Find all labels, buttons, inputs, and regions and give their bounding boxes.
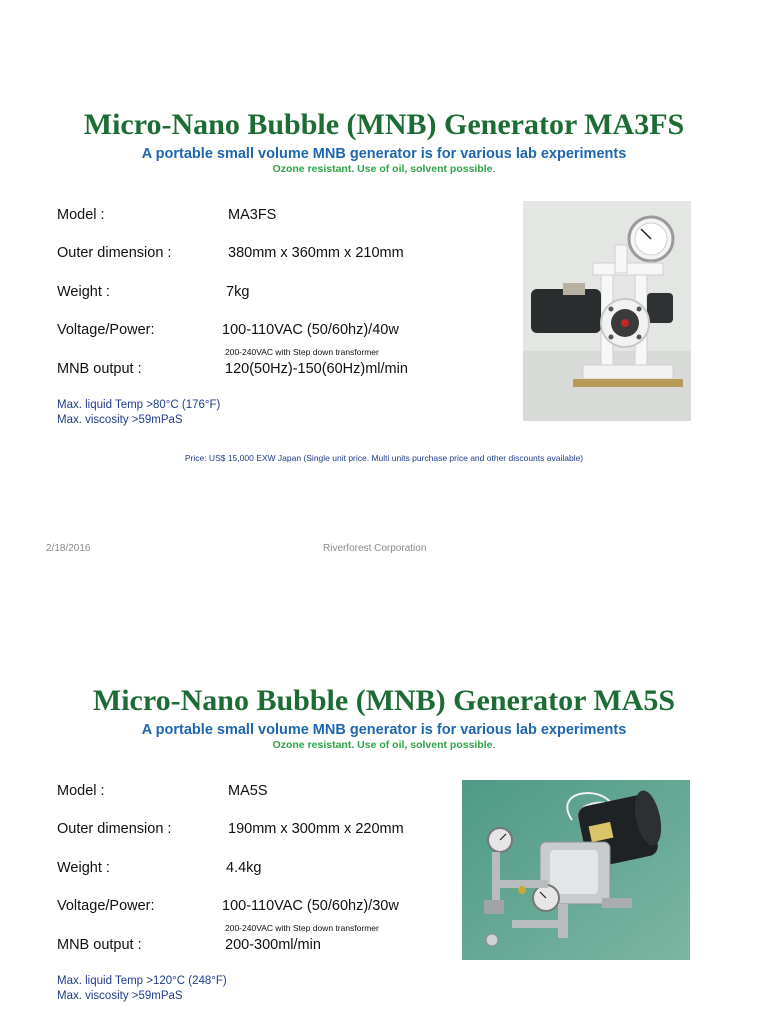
- weight-value: 4.4kg: [226, 860, 262, 876]
- voltage-label: Voltage/Power:: [57, 322, 155, 338]
- model-value: MA3FS: [228, 207, 277, 223]
- product-photo-ma3fs: [523, 201, 691, 421]
- dimension-value: 380mm x 360mm x 210mm: [228, 245, 404, 261]
- model-label: Model :: [57, 207, 105, 223]
- ozone-note: Ozone resistant. Use of oil, solvent possible.: [272, 739, 496, 751]
- footer-company: Riverforest Corporation: [323, 543, 427, 554]
- model-label: Model :: [57, 783, 105, 799]
- slide-title: Micro-Nano Bubble (MNB) Generator MA3FS: [83, 108, 685, 141]
- output-label: MNB output :: [57, 937, 142, 953]
- output-value: 200-300ml/min: [225, 937, 321, 953]
- weight-label: Weight :: [57, 284, 110, 300]
- footer-date: 2/18/2016: [46, 543, 91, 554]
- dimension-label: Outer dimension :: [57, 821, 172, 837]
- voltage-label: Voltage/Power:: [57, 898, 155, 914]
- slide-subtitle: A portable small volume MNB generator is for various lab experiments: [141, 722, 627, 738]
- max-viscosity: Max. viscosity >59mPaS: [57, 414, 183, 426]
- dimension-value: 190mm x 300mm x 220mm: [228, 821, 404, 837]
- voltage-note: 200-240VAC with Step down transformer: [225, 923, 379, 933]
- voltage-value: 100-110VAC (50/60hz)/40w: [222, 322, 399, 338]
- slide-title: Micro-Nano Bubble (MNB) Generator MA5S: [92, 684, 676, 717]
- weight-label: Weight :: [57, 860, 110, 876]
- voltage-value: 100-110VAC (50/60hz)/30w: [222, 898, 399, 914]
- slide-subtitle: A portable small volume MNB generator is for various lab experiments: [141, 146, 627, 162]
- pump-illustration-icon: [462, 780, 690, 960]
- output-value: 120(50Hz)-150(60Hz)ml/min: [225, 361, 408, 377]
- pump-illustration-icon: [523, 201, 691, 421]
- ozone-text: Ozone resistant. Use of oil, solvent possible: [272, 163, 493, 175]
- model-value: MA5S: [228, 783, 268, 799]
- product-photo-ma5s: [462, 780, 690, 960]
- price-note: Price: US$ 15,000 EXW Japan (Single unit price. Multi units purchase price and other discounts available): [184, 453, 584, 463]
- ozone-text: Ozone resistant. Use of oil, solvent possible: [272, 739, 493, 751]
- ozone-note: Ozone resistant. Use of oil, solvent possible.: [272, 163, 496, 175]
- max-viscosity: Max. viscosity >59mPaS: [57, 990, 183, 1002]
- dimension-label: Outer dimension :: [57, 245, 172, 261]
- weight-value: 7kg: [226, 284, 250, 300]
- output-label: MNB output :: [57, 361, 142, 377]
- slide-ma5s: [0, 576, 768, 1024]
- voltage-note: 200-240VAC with Step down transformer: [225, 347, 379, 357]
- max-temp: Max. liquid Temp >80°C (176°F): [57, 399, 221, 411]
- max-temp: Max. liquid Temp >120°C (248°F): [57, 975, 227, 987]
